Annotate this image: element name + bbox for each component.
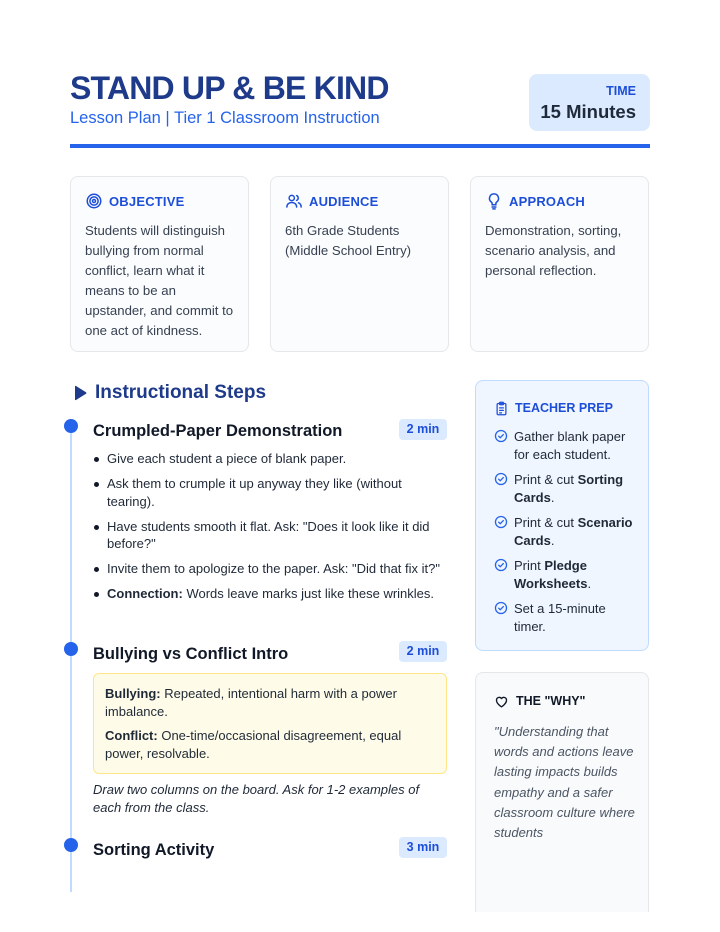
steps-section-header bbox=[72, 381, 266, 405]
prep-item-post: . bbox=[550, 532, 555, 548]
objective-title: OBJECTIVE bbox=[109, 193, 185, 209]
why-card bbox=[475, 672, 649, 912]
duration-badge: 2 min bbox=[399, 641, 447, 662]
prep-item-pre: Print & cut bbox=[514, 515, 578, 530]
prep-item-text bbox=[514, 557, 636, 592]
list-item bbox=[494, 428, 636, 463]
time-value: 15 Minutes bbox=[540, 101, 636, 122]
target-icon bbox=[85, 192, 103, 210]
play-icon bbox=[72, 385, 88, 401]
list-item bbox=[93, 585, 443, 603]
approach-text: Demonstration, sorting, scenario analysis, and personal reflection. bbox=[485, 223, 622, 278]
clipboard-icon bbox=[494, 401, 509, 416]
list-item: Have students smooth it flat. Ask: "Does it look like it did before?" bbox=[93, 518, 443, 553]
list-item: Ask them to crumple it up anyway they like (without tearing). bbox=[93, 475, 443, 510]
objective-card bbox=[70, 176, 249, 352]
check-circle-icon bbox=[494, 601, 508, 615]
conflict-label: Conflict: bbox=[105, 728, 158, 743]
step-title: Bullying vs Conflict Intro bbox=[93, 645, 289, 663]
step-note: Draw two columns on the board. Ask for 1-2 examples of each from the class. bbox=[93, 782, 420, 815]
check-circle-icon bbox=[494, 515, 508, 529]
page-header bbox=[70, 70, 650, 148]
teacher-prep-title: TEACHER PREP bbox=[515, 401, 613, 415]
timeline-dot bbox=[64, 642, 78, 656]
bullying-definition bbox=[105, 685, 435, 721]
check-circle-icon bbox=[494, 429, 508, 443]
prep-item-post: . bbox=[550, 489, 555, 505]
timeline-dot bbox=[64, 838, 78, 852]
conflict-definition bbox=[105, 727, 435, 763]
prep-item-pre: Set a 15-minute timer. bbox=[514, 601, 606, 634]
prep-item-text bbox=[514, 600, 636, 635]
audience-text: 6th Grade Students (Middle School Entry) bbox=[285, 223, 412, 258]
teacher-prep-card bbox=[475, 380, 649, 651]
list-item bbox=[494, 471, 636, 506]
duration-badge: 3 min bbox=[399, 837, 447, 858]
teacher-prep-list bbox=[494, 428, 636, 635]
steps-section-title: Instructional Steps bbox=[95, 382, 267, 403]
audience-title: AUDIENCE bbox=[309, 193, 379, 209]
heart-icon bbox=[494, 694, 509, 709]
step-bullet-list bbox=[93, 450, 443, 610]
prep-item-bold: Scenario Cards bbox=[514, 515, 633, 548]
conflict-text: One-time/occasional disagreement, equal power, resolvable. bbox=[105, 728, 402, 761]
timeline-dot bbox=[64, 419, 78, 433]
prep-item-bold: Sorting Cards bbox=[514, 472, 624, 505]
prep-item-text bbox=[514, 428, 636, 463]
check-circle-icon bbox=[494, 472, 508, 486]
connection-label: Connection: bbox=[107, 586, 183, 601]
page-subtitle: Lesson Plan | Tier 1 Classroom Instruction bbox=[70, 109, 380, 127]
audience-card bbox=[270, 176, 449, 352]
time-box bbox=[529, 74, 650, 131]
prep-item-text bbox=[514, 471, 636, 506]
why-text: "Understanding that words and actions leave lasting impacts builds empathy and a safer classroom culture where students bbox=[494, 724, 635, 841]
approach-title: APPROACH bbox=[509, 193, 585, 209]
list-item bbox=[494, 557, 636, 592]
definition-box bbox=[93, 673, 447, 774]
list-item bbox=[494, 600, 636, 635]
list-item bbox=[494, 514, 636, 549]
prep-item-post: . bbox=[587, 575, 592, 591]
step-title: Crumpled-Paper Demonstration bbox=[93, 422, 343, 440]
page-title: STAND UP & BE KIND bbox=[70, 70, 389, 106]
users-icon bbox=[285, 192, 303, 210]
bullying-text: Repeated, intentional harm with a power imbalance. bbox=[105, 686, 397, 719]
time-label: TIME bbox=[606, 84, 636, 98]
prep-item-pre: Gather blank paper for each student. bbox=[514, 429, 626, 462]
list-item: Give each student a piece of blank paper. bbox=[93, 450, 443, 468]
duration-badge: 2 min bbox=[399, 419, 447, 440]
list-item: Invite them to apologize to the paper. Ask: "Did that fix it?" bbox=[93, 560, 443, 578]
lightbulb-icon bbox=[485, 192, 503, 210]
header-divider bbox=[70, 144, 650, 148]
timeline-line bbox=[70, 426, 72, 892]
connection-text: Words leave marks just like these wrinkles. bbox=[182, 586, 435, 601]
prep-item-text bbox=[514, 514, 636, 549]
why-title: THE "WHY" bbox=[516, 694, 586, 708]
bullying-label: Bullying: bbox=[105, 686, 161, 701]
prep-item-pre: Print bbox=[514, 558, 545, 573]
check-circle-icon bbox=[494, 558, 508, 572]
step-title: Sorting Activity bbox=[93, 841, 215, 859]
prep-item-bold: Pledge Worksheets bbox=[514, 558, 588, 591]
approach-card bbox=[470, 176, 649, 352]
objective-text: Students will distinguish bullying from normal conflict, learn what it means to be an upstander, and commit to one act of kindness. bbox=[85, 223, 234, 338]
prep-item-pre: Print & cut bbox=[514, 472, 578, 487]
